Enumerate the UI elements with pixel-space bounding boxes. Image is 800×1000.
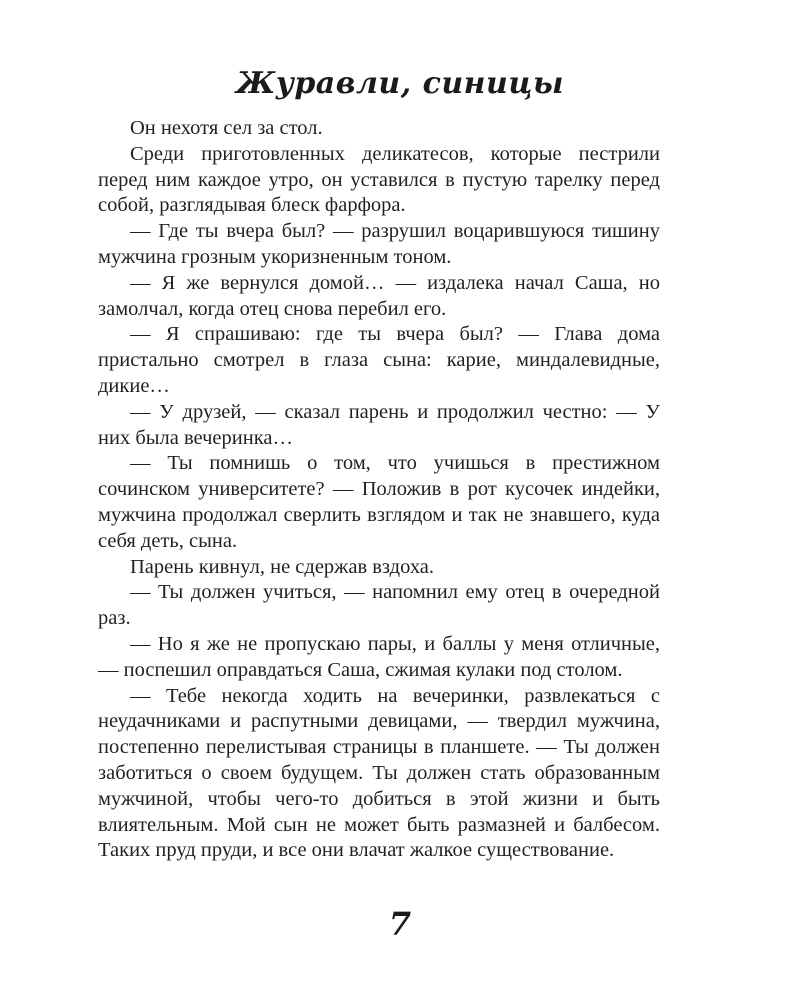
paragraph: — У друзей, — сказал парень и продолжил честно: — У них была вечеринка…: [98, 400, 660, 449]
paragraph: Парень кивнул, не сдержав вздоха.: [130, 555, 435, 578]
paragraph: — Я спрашиваю: где ты вчера был? — Глава дома пристально смотрел в глаза сына: карие, миндалевидные, дикие…: [98, 323, 660, 397]
paragraph: Он нехотя сел за стол.: [130, 117, 323, 139]
page-number: 7: [388, 905, 412, 943]
paragraph: — Тебе некогда ходить на вечеринки, развлекаться с неудачниками и распутными девицами, — твердил мужчина, постепенно перелистывая страницы в планшете. — Ты должен заботиться о своем будущем. Ты должен стать образованным мужчиной, чтобы чего-то добиться в этой жизни и быть влиятельным. Мой сын не может быть размазней и балбесом. Таких пруд пруди, и все они влачат жалкое существование.: [98, 684, 660, 862]
body-text: [98, 116, 660, 864]
paragraph: — Ты помнишь о том, что учишься в престижном сочинском университете? — Положив в рот кусочек индейки, мужчина продолжал сверлить взглядом и так не знавшего, куда себя деть, сына.: [98, 452, 660, 552]
paragraph: — Но я же не пропускаю пары, и баллы у меня отличные, — поспешил оправдаться Саша, сжимая кулаки под столом.: [98, 632, 660, 681]
paragraph: — Я же вернулся домой… — издалека начал Саша, но замолчал, когда отец снова перебил его.: [98, 271, 660, 320]
paragraph: — Ты должен учиться, — напомнил ему отец в очередной раз.: [98, 581, 660, 630]
chapter-title: Журавли, синицы: [236, 66, 564, 101]
paragraph: Среди приготовленных деликатесов, которые пестрили перед ним каждое утро, он уставился в пустую тарелку перед собой, разглядывая блеск фарфора.: [98, 142, 660, 217]
paragraph: — Где ты вчера был? — разрушил воцарившуюся тишину мужчина грозным укоризненным тоном.: [98, 220, 660, 268]
